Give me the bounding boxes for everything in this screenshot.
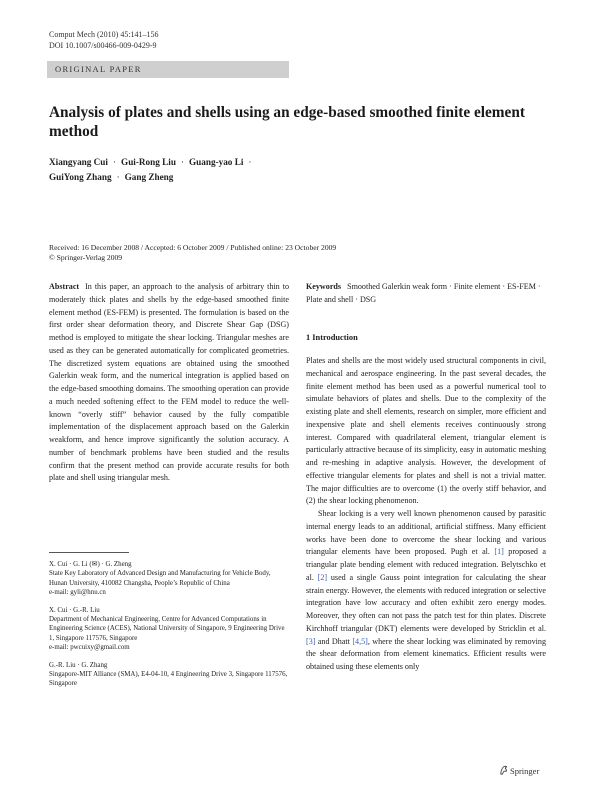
affiliation-email[interactable]: e-mail: gyli@hnu.cn bbox=[49, 589, 106, 597]
keywords-block bbox=[306, 281, 546, 306]
text-run: , where the shear locking was eliminated by removing the shear deformation from element kinematics. Efficient results were obtained using these elements only bbox=[306, 636, 546, 671]
author: GuiYong Zhang bbox=[49, 172, 112, 182]
text-run: and Dhatt bbox=[315, 636, 353, 646]
citation-link[interactable]: [4,5] bbox=[352, 636, 368, 646]
intro-paragraph-1: Plates and shells are the most widely used structural components in civil, mechanical and aerospace engineering. In the past several decades, the finite element method has been used as a powerful numerical tool to simulate behaviors of plates and shells. Due to the complexity of the existing plate and shell elements, research on simpler, more efficient and inexpensive plate and shell elements receives continuously strong interest. Compared with quadrilateral element, triangular element is particularly attractive because of its simplicity, easy in automatic meshing and re-meshing in adaptive analysis. However, the development of effective triangular elements for plates and shell is not a trivial matter. The major difficulties are to overcome (1) the overly stiff behavior, and (2) the shear locking phenomenon. bbox=[306, 356, 546, 506]
affiliation-names: X. Cui · G. Li (✉) · G. Zheng bbox=[49, 561, 132, 568]
affiliation-names: G.-R. Liu · G. Zhang bbox=[49, 661, 108, 669]
affiliation-names: X. Cui · G.-R. Liu bbox=[49, 606, 100, 614]
affiliation-email[interactable]: e-mail: pwcuixy@gmail.com bbox=[49, 644, 130, 652]
introduction-body bbox=[306, 355, 546, 674]
section-heading-introduction: 1 Introduction bbox=[306, 333, 358, 342]
author: Xiangyang Cui bbox=[49, 157, 108, 167]
text-run: Shear locking is a very well known phenomenon caused by parasitic internal energy leads to an additional, artificial stiffness. Many efficient works have been done to overcome the shear locking and various triangular elements have been proposed. Pugh et al. bbox=[306, 509, 546, 557]
abstract bbox=[49, 281, 289, 485]
affiliations bbox=[49, 560, 289, 697]
affiliation-address: Singapore-MIT Alliance (SMA), E4-04-10, 4 Engineering Drive 3, Singapore 117576, Singapore bbox=[49, 671, 288, 688]
author: Gui-Rong Liu bbox=[121, 157, 176, 167]
affiliation-address: State Key Laboratory of Advanced Design and Manufacturing for Vehicle Body, Hunan University, 410082 Changsha, People’s Republic of China bbox=[49, 570, 271, 587]
abstract-heading: Abstract bbox=[49, 282, 80, 291]
text-run: proposed a triangular plate bending element with reduced integration. Belytschko et al. bbox=[306, 547, 546, 582]
paper-title: Analysis of plates and shells using an edge-based smoothed finite element method bbox=[49, 104, 525, 140]
paper-type-banner: ORIGINAL PAPER bbox=[47, 61, 289, 78]
springer-horse-icon bbox=[499, 765, 508, 775]
keywords bbox=[306, 281, 546, 306]
journal-citation: Comput Mech (2010) 45:141–156 bbox=[49, 30, 159, 39]
citation-link[interactable]: [2] bbox=[317, 572, 328, 582]
doi: DOI 10.1007/s00466-009-0429-9 bbox=[49, 41, 157, 50]
journal-header bbox=[49, 29, 159, 51]
keywords-text: Smoothed Galerkin weak form · Finite element · ES-FEM · Plate and shell · DSG bbox=[306, 282, 541, 304]
publisher-name: Springer bbox=[510, 766, 540, 776]
publication-history bbox=[49, 243, 336, 263]
copyright: © Springer-Verlag 2009 bbox=[49, 253, 123, 262]
abstract-column bbox=[49, 281, 289, 485]
intro-paragraph-2 bbox=[306, 508, 546, 674]
affiliation-block bbox=[49, 661, 289, 689]
author: Guang-yao Li bbox=[189, 157, 244, 167]
citation-link[interactable]: [1] bbox=[494, 547, 504, 557]
affiliation-block bbox=[49, 606, 289, 653]
affiliation-address: Department of Mechanical Engineering, Centre for Advanced Computations in Engineering Science (ACES), National University of Singapore, 9 Engineering Drive 1, Singapore 117576, Singapore bbox=[49, 616, 285, 642]
author-list: Xiangyang Cui · Gui-Rong Liu · Guang-yao Li · GuiYong Zhang · Gang Zheng bbox=[49, 157, 252, 182]
received-dates: Received: 16 December 2008 / Accepted: 6 October 2009 / Published online: 23 October 2009 bbox=[49, 243, 337, 252]
affiliation-block bbox=[49, 560, 289, 598]
footnote-divider bbox=[49, 552, 129, 553]
abstract-text: In this paper, an approach to the analysis of arbitrary thin to moderately thick plates and shells by the edge-based smoothed finite element method (ES-FEM) is presented. The formulation is based on the first order shear deformation theory, and Discrete Shear Gap (DSG) method is employed to mitigate the shear locking. Triangular meshes are used as they can be generated automatically for complicated geometries. The discretized system equations are obtained using the smoothed Galerkin weak form, and the numerical integration is applied based on the edge-based smoothing domains. The smoothing operation can provide a much needed softening effect to the FEM model to reduce the well-known “overly stiff” behavior caused by the fully compatible implementation of the displacement approach based on the Galerkin weakform, and hence improve significantly the solution accuracy. A number of benchmark problems have been studied and the results confirm that the present method can provide accurate results for both plate and shell using triangular mesh. bbox=[49, 282, 290, 483]
citation-link[interactable]: [3] bbox=[306, 636, 316, 646]
keywords-heading: Keywords bbox=[306, 282, 342, 291]
text-run: used a single Gauss point integration for calculating the shear strain energy. However, the elements with reduced integration or selective integration have low accuracy and often exhibit zero energy modes. Moreover, they often can not pass the patch test for thin plates. Discrete Kirchhoff triangular (DKT) elements were developed by Stricklin et al. bbox=[306, 572, 547, 633]
publisher-logo bbox=[499, 765, 539, 776]
author: Gang Zheng bbox=[124, 172, 174, 182]
